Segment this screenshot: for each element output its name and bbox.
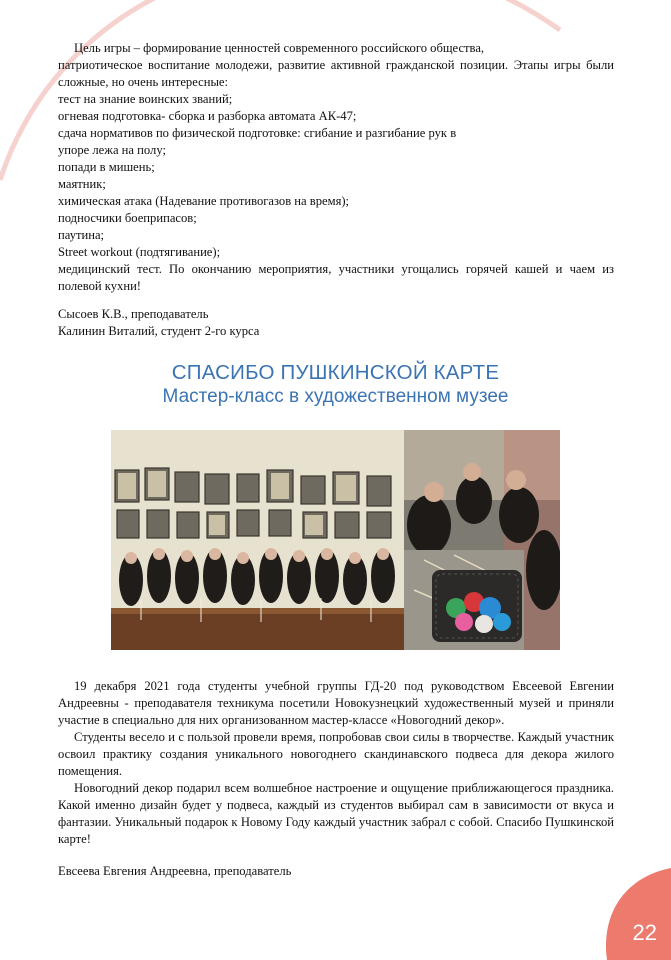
page-corner-shape <box>601 868 671 960</box>
text-line: Цель игры – формирование ценностей современного российского общества, <box>74 41 485 55</box>
article-paragraph: Новогодний декор подарил всем волшебное настроение и ощущение приближающегося праздника. Какой именно дизайн будет у подвеса, каждый из студентов выбирал сам в зависимости от вкуса и фантазии. Уникальный подарок к Новому Году каждый участник забрал с собой. Спасибо Пушкинской карте! <box>58 781 614 846</box>
photo-group-museum <box>111 430 404 650</box>
text-line: огневая подготовка- сборка и разборка автомата АК-47; <box>58 109 357 123</box>
text-line: паутина; <box>58 228 105 242</box>
text-line: упоре лежа на полу; <box>58 143 166 157</box>
text-line: патриотическое воспитание молодежи, развитие активной гражданской позиции. Этапы игры были <box>58 58 614 72</box>
text-line: сложные, но очень интересные: <box>58 75 229 89</box>
page-number: 22 <box>632 920 657 945</box>
article-subtitle: Мастер-класс в художественном музее <box>162 386 509 407</box>
signature-block <box>58 306 259 340</box>
text-line: Street workout (подтягивание); <box>58 245 221 259</box>
text-line: подносчики боеприпасов; <box>58 211 197 225</box>
article-paragraph: Студенты весело и с пользой провели время, попробовав свои силы в творчестве. Каждый участник освоил практику создания уникального новогоднего скандинавского подвеса для декора жилого помещения. <box>58 730 614 778</box>
signature-line: Сысоев К.В., преподаватель <box>58 307 209 321</box>
article-paragraph: 19 декабря 2021 года студенты учебной группы ГД-20 под руководством Евсеевой Евгении Андреевны - преподавателя техникума посетили Новокузнецкий художественный музей и приняли участие в специально для них организованном мастер-классе «Новогодний декор». <box>58 679 614 727</box>
text-line: полевой кухни! <box>58 279 141 293</box>
article-body <box>58 678 614 848</box>
text-line: попади в мишень; <box>58 160 155 174</box>
text-line: медицинский тест. По окончанию мероприятия, участники угощались горячей кашей и чаем из <box>58 262 614 276</box>
photo-crafting <box>404 430 560 650</box>
text-line: химическая атака (Надевание противогазов на время); <box>58 194 350 208</box>
signature-line: Калинин Виталий, студент 2-го курса <box>58 324 260 338</box>
text-line: тест на знание воинских званий; <box>58 92 233 106</box>
game-description <box>58 40 614 295</box>
article-title: СПАСИБО ПУШКИНСКОЙ КАРТЕ <box>171 361 500 384</box>
text-line: сдача нормативов по физической подготовке: сгибание и разгибание рук в <box>58 126 457 140</box>
article-signature: Евсеева Евгения Андреевна, преподаватель <box>58 864 292 878</box>
text-line: маятник; <box>58 177 106 191</box>
